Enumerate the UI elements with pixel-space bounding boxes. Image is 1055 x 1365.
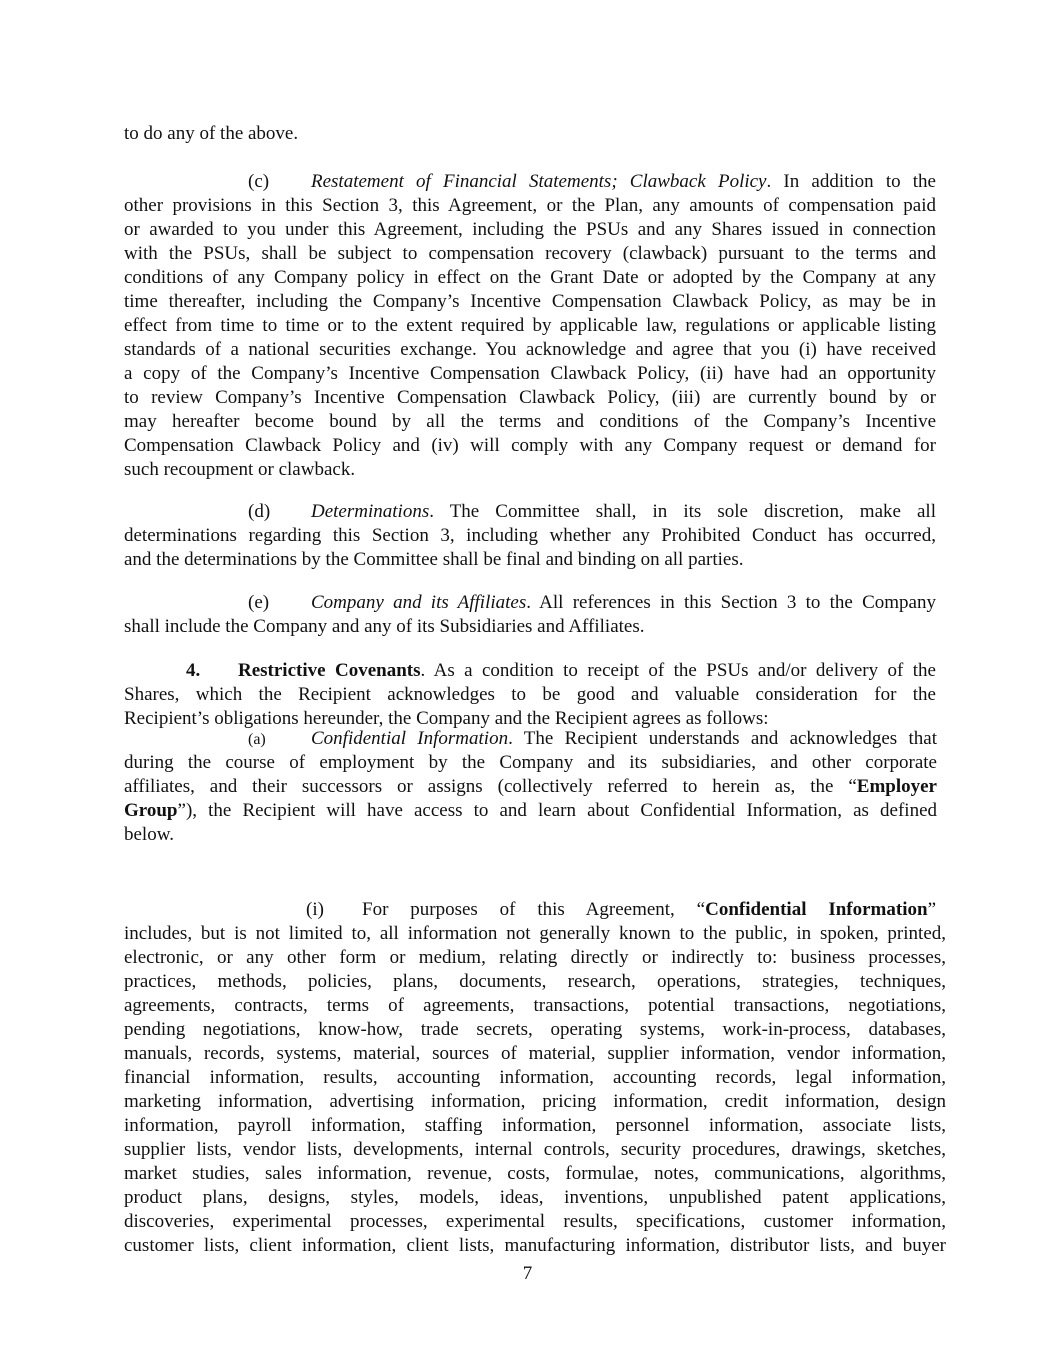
para-text: . The Recipient understands and acknowledges that: [508, 728, 937, 749]
text-line: practices, methods, policies, plans, documents, research, operations, strategies, techniques,: [124, 971, 946, 992]
paragraph-a-heading: [124, 727, 937, 752]
text-line: conditions of any Company policy in effect on the Grant Date or adopted by the Company at any: [124, 267, 936, 288]
text-line: may hereafter become bound by all the terms and conditions of the Company’s Incentive: [124, 411, 936, 432]
para-heading: Determinations: [311, 501, 430, 522]
para-heading: Confidential Information: [311, 728, 509, 749]
text-line: standards of a national securities exchange. You acknowledge and agree that you (i) have received: [124, 339, 936, 360]
section-heading: Restrictive Covenants: [238, 660, 421, 681]
text-line: and the determinations by the Committee shall be final and binding on all parties.: [124, 549, 744, 570]
text-line: market studies, sales information, revenue, costs, formulae, notes, communications, algorithms,: [124, 1163, 946, 1184]
text-line: product plans, designs, styles, models, ideas, inventions, unpublished patent applications,: [124, 1187, 946, 1208]
text-line: information, payroll information, staffing information, personnel information, associate lists,: [124, 1115, 946, 1136]
para-text: . The Committee shall, in its sole discretion, make all: [429, 501, 936, 522]
text-line: other provisions in this Section 3, this Agreement, or the Plan, any amounts of compensation paid: [124, 195, 936, 216]
text-line: time thereafter, including the Company’s Incentive Compensation Clawback Policy, as may be in: [124, 291, 936, 312]
text-line: such recoupment or clawback.: [124, 459, 356, 480]
section-number: 4.: [186, 660, 201, 681]
text-line: supplier lists, vendor lists, developments, internal controls, security procedures, drawings, sketches,: [124, 1139, 946, 1160]
text-line: customer lists, client information, client lists, manufacturing information, distributor lists, and buyer: [124, 1235, 946, 1256]
page-number: 7: [522, 1263, 533, 1284]
paragraph-d-heading: [124, 500, 936, 524]
para-text: . All references in this Section 3 to the Company: [526, 592, 936, 613]
bold-term: Employer: [856, 776, 937, 797]
text-line: pending negotiations, know-how, trade secrets, operating systems, work-in-process, databases,: [124, 1019, 946, 1040]
bold-term: Confidential Information: [705, 899, 928, 920]
para-text: . In addition to the: [766, 171, 936, 192]
para-label: (a): [248, 731, 266, 748]
text-line: Compensation Clawback Policy and (iv) will comply with any Company request or demand for: [124, 435, 936, 456]
text-line: financial information, results, accounting information, accounting records, legal information,: [124, 1067, 946, 1088]
text-line: shall include the Company and any of its Subsidiaries and Affiliates.: [124, 616, 645, 637]
para-text: For purposes of this Agreement, “: [362, 899, 706, 920]
text-line: during the course of employment by the Company and its subsidiaries, and other corporate: [124, 752, 937, 773]
text-line: includes, but is not limited to, all information not generally known to the public, in spoken, printed,: [124, 923, 946, 944]
text-line: electronic, or any other form or medium, relating directly or indirectly to: business processes,: [124, 947, 946, 968]
text-line: discoveries, experimental processes, experimental results, specifications, customer information,: [124, 1211, 946, 1232]
section-4-heading: [124, 659, 936, 683]
paragraph-e-heading: [124, 591, 936, 615]
para-label: (d): [248, 501, 271, 522]
bold-term: Group: [124, 800, 178, 821]
text-line: determinations regarding this Section 3, including whether any Prohibited Conduct has occurred,: [124, 525, 936, 546]
paragraph-i-heading: [124, 898, 936, 922]
text-line: manuals, records, systems, material, sources of material, supplier information, vendor information,: [124, 1043, 946, 1064]
text-line: marketing information, advertising information, pricing information, credit information, design: [124, 1091, 946, 1112]
paragraph-c-heading: [124, 170, 936, 194]
text-line: a copy of the Company’s Incentive Compensation Clawback Policy, (ii) have had an opportunity: [124, 363, 936, 384]
para-label: (i): [306, 899, 324, 920]
text-span: affiliates, and their successors or assigns (collectively referred to herein as, the “: [124, 776, 857, 797]
para-label: (c): [248, 171, 270, 192]
text-line: agreements, contracts, terms of agreements, transactions, potential transactions, negotiations,: [124, 995, 946, 1016]
para-heading: Company and its Affiliates: [311, 592, 527, 613]
para-label: (e): [248, 592, 270, 613]
text-line: to do any of the above.: [124, 123, 299, 144]
text-line: to review Company’s Incentive Compensation Clawback Policy, (iii) are currently bound by or: [124, 387, 936, 408]
para-text: ”: [927, 899, 936, 920]
text-line: [124, 799, 937, 823]
section-text: . As a condition to receipt of the PSUs and/or delivery of the: [420, 660, 936, 681]
text-line: [124, 775, 937, 799]
text-line: Shares, which the Recipient acknowledges to be good and valuable consideration for the: [124, 684, 936, 705]
text-line: or awarded to you under this Agreement, including the PSUs and any Shares issued in connection: [124, 219, 936, 240]
text-line: effect from time to time or to the extent required by applicable law, regulations or applicable listing: [124, 315, 936, 336]
text-line: with the PSUs, shall be subject to compensation recovery (clawback) pursuant to the terms and: [124, 243, 936, 264]
text-line: Recipient’s obligations hereunder, the Company and the Recipient agrees as follows:: [124, 708, 769, 729]
text-span: ”), the Recipient will have access to and learn about Confidential Information, as defined: [177, 800, 937, 821]
para-heading: Restatement of Financial Statements; Clawback Policy: [311, 171, 767, 192]
text-line: below.: [124, 824, 174, 845]
